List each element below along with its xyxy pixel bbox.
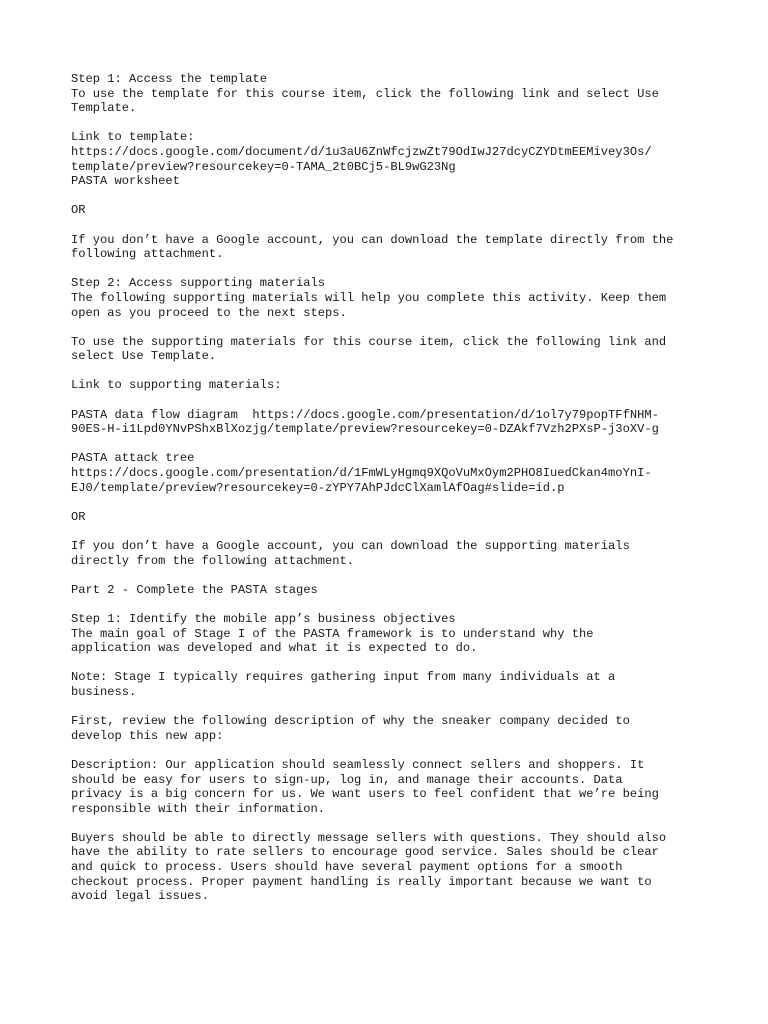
text-line: PASTA attack tree — [71, 451, 195, 466]
text-line: Template. — [71, 101, 137, 116]
document-paragraph — [71, 670, 731, 699]
text-line: https://docs.google.com/presentation/d/1FmWLyHgmq9XQoVuMxOym2PHO8IuedCkan4moYnI- — [71, 466, 652, 481]
text-line: The main goal of Stage I of the PASTA framework is to understand why the — [71, 626, 594, 641]
text-line: Description: Our application should seamlessly connect sellers and shoppers. It — [71, 757, 645, 772]
text-line: application was developed and what it is expected to do. — [71, 641, 478, 656]
text-line: Step 1: Identify the mobile app’s business objectives — [71, 611, 456, 626]
text-line: The following supporting materials will help you complete this activity. Keep them — [71, 290, 667, 305]
document-paragraph — [71, 335, 731, 364]
text-line: First, review the following description of why the sneaker company decided to — [71, 714, 630, 729]
text-line: business. — [71, 684, 137, 699]
text-line: Note: Stage I typically requires gathering input from many individuals at a — [71, 670, 616, 685]
document-paragraph — [71, 583, 731, 598]
document-page — [71, 72, 731, 918]
document-paragraph — [71, 758, 731, 816]
text-line: To use the supporting materials for this course item, click the following link and — [71, 334, 667, 349]
document-paragraph — [71, 539, 731, 568]
text-line: If you don’t have a Google account, you can download the template directly from the — [71, 232, 674, 247]
text-line: OR — [71, 509, 86, 524]
document-paragraph — [71, 233, 731, 262]
text-line: checkout process. Proper payment handling is really important because we want to — [71, 874, 652, 889]
text-line: have the ability to rate sellers to encourage good service. Sales should be clear — [71, 845, 659, 860]
text-line: and quick to process. Users should have several payment options for a smooth — [71, 860, 623, 875]
text-line: template/preview?resourcekey=0-TAMA_2t0BCj5-BL9wG23Ng — [71, 159, 456, 174]
document-paragraph — [71, 276, 731, 320]
text-line: Part 2 - Complete the PASTA stages — [71, 582, 318, 597]
document-paragraph — [71, 130, 731, 188]
text-line: Link to template: — [71, 130, 195, 145]
text-line: Step 1: Access the template — [71, 72, 267, 86]
text-line: avoid legal issues. — [71, 889, 209, 904]
document-paragraph — [71, 451, 731, 495]
document-paragraph — [71, 378, 731, 393]
text-line: directly from the following attachment. — [71, 553, 355, 568]
text-line: https://docs.google.com/document/d/1u3aU6ZnWfcjzwZt79OdIwJ27dcyCZYDtmEEMivey3Os/ — [71, 144, 652, 159]
document-paragraph — [71, 408, 731, 437]
text-line: should be easy for users to sign-up, log in, and manage their accounts. Data — [71, 772, 623, 787]
text-line: Buyers should be able to directly message sellers with questions. They should also — [71, 830, 667, 845]
text-line: PASTA worksheet — [71, 174, 180, 189]
text-line: select Use Template. — [71, 349, 217, 364]
text-line: If you don’t have a Google account, you can download the supporting materials — [71, 539, 630, 553]
document-paragraph — [71, 72, 731, 116]
document-paragraph — [71, 831, 731, 904]
text-line: 90ES-H-i1Lpd0YNvPShxBlXozjg/template/preview?resourcekey=0-DZAkf7Vzh2PXsP-j3oXV-g — [71, 422, 659, 437]
document-paragraph — [71, 714, 731, 743]
text-line: following attachment. — [71, 247, 224, 262]
document-paragraph — [71, 510, 731, 525]
text-line: develop this new app: — [71, 728, 224, 743]
text-line: To use the template for this course item, click the following link and select Use — [71, 86, 659, 101]
text-line: privacy is a big concern for us. We want users to feel confident that we’re being — [71, 787, 659, 802]
text-line: responsible with their information. — [71, 801, 326, 816]
text-line: PASTA data flow diagram https://docs.google.com/presentation/d/1ol7y79popTFfNHM- — [71, 407, 659, 422]
text-line: open as you proceed to the next steps. — [71, 305, 347, 320]
text-line: EJ0/template/preview?resourcekey=0-zYPY7AhPJdcClXamlAfOag#slide=id.p — [71, 480, 565, 495]
document-paragraph — [71, 612, 731, 656]
text-line: OR — [71, 203, 86, 218]
text-line: Step 2: Access supporting materials — [71, 276, 326, 291]
text-line: Link to supporting materials: — [71, 378, 282, 393]
document-paragraph — [71, 203, 731, 218]
